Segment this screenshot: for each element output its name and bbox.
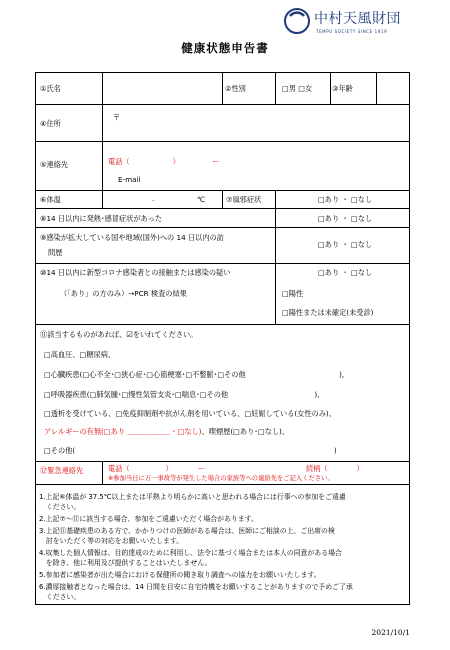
note-line: ください。	[39, 593, 81, 601]
row-divider	[36, 104, 409, 105]
name-label: ①氏名	[40, 84, 61, 93]
temperature-dot: .	[152, 194, 155, 203]
col-divider	[275, 73, 276, 104]
gender-checkboxes[interactable]: □男 □女	[282, 84, 313, 93]
contact-label: ⑤連絡先	[40, 160, 69, 169]
emergency-note: ※参加当日に万一事故等が発生した場合の家族等への連絡先をご記入ください。	[108, 475, 334, 482]
conditions-line-4[interactable]: □透析を受けている、□免疫抑制剤や抗がん剤を用いている、□妊娠している(女性のみ)、	[44, 409, 336, 418]
smoking-question[interactable]: 、喫煙歴(□あり･□なし)、	[201, 427, 290, 436]
note-line: 1.上記⑥体温が 37.5℃以上または平熱より明らかに高いと思われる場合には行事への参加をご遠慮	[39, 493, 346, 501]
fever-yes-no[interactable]: □あり ・ □なし	[318, 214, 373, 223]
cold-symptoms-label: ⑦風邪症状	[226, 195, 262, 204]
address-label: ④住所	[40, 119, 61, 128]
fever-question: ⑧14 日以内に発熱･感冒症状があった	[40, 214, 163, 223]
conditions-line-2[interactable]: □心臓疾患(□心不全･□狭心症･□心筋梗塞･□不整脈･□その他 ),	[44, 370, 345, 379]
notes-box	[35, 485, 410, 605]
cold-yes-no[interactable]: □あり ・ □なし	[318, 195, 373, 204]
row-divider	[36, 324, 409, 325]
conditions-heading: ⑪該当するものがあれば、☑をいれてください。	[40, 330, 198, 339]
col-divider	[222, 190, 223, 208]
col-divider	[222, 73, 223, 104]
emergency-phone-field[interactable]: 電話（ ） ー	[108, 464, 206, 473]
gender-label: ②性別	[225, 84, 246, 93]
contact-case-question: ⑩14 日以内に新型コロナ感染者との接触または感染の疑い	[40, 268, 231, 277]
row-divider	[36, 208, 409, 209]
allergy-line[interactable]	[44, 427, 289, 436]
note-line: 6.濃厚接触者となった場合は、14 日間を目安に自宅待機をお願いすることがありますので予めご了承	[39, 583, 353, 591]
row-divider	[36, 227, 409, 228]
logo-mark-icon	[282, 6, 312, 36]
note-line: 3.上記⑪基礎疾患のある方で、かかりつけの医師がある場合は、医師にご相談の上、ご出席の検	[39, 527, 335, 535]
col-divider	[275, 190, 276, 208]
emergency-relation-field[interactable]: 続柄（ ）	[306, 464, 364, 473]
col-divider	[330, 73, 331, 104]
age-label: ③年齢	[332, 84, 353, 93]
emergency-contact-label: ⑫緊急連絡先	[40, 466, 84, 475]
col-divider	[275, 208, 276, 324]
travel-question: ⑨感染が拡大している国や地域(国外)への 14 日以内の訪	[40, 233, 224, 242]
logo-subtext: TEMPU SOCIETY SINCE 1919	[316, 29, 388, 34]
travel-question-cont: 問歴	[48, 248, 63, 257]
temperature-label: ⑥体温	[40, 195, 61, 204]
health-form-table	[35, 72, 410, 485]
pcr-question: （「あり」の方のみ）→PCR 検査の結果	[60, 289, 187, 298]
temperature-unit: ℃	[197, 195, 206, 204]
col-divider	[102, 104, 103, 190]
col-divider	[102, 190, 103, 208]
col-divider	[102, 73, 103, 104]
row-divider	[36, 263, 409, 264]
note-line: を除き、他に利用及び提供することはいたしません。	[39, 559, 212, 567]
pcr-undetermined-option[interactable]: □陽性または未確定(未受診)	[282, 308, 374, 317]
col-divider	[102, 461, 103, 485]
note-line: 4.収集した個人情報は、目的達成のために利用し、法令に基づく場合または本人の同意がある場合	[39, 549, 342, 557]
conditions-line-3[interactable]: □呼吸器疾患(□肺気腫･□慢性気管支炎･□喘息･□その他 ),	[44, 390, 320, 399]
conditions-line-1[interactable]: □高血圧、□糖尿病、	[44, 350, 116, 359]
col-divider	[376, 73, 377, 104]
foundation-logo	[282, 6, 432, 40]
postal-mark: 〒	[113, 113, 121, 122]
email-label: E-mail	[118, 175, 141, 184]
travel-yes-no[interactable]: □あり ・ □なし	[318, 240, 373, 249]
row-divider	[36, 141, 409, 142]
contact-case-yes-no[interactable]: □あり ・ □なし	[318, 268, 373, 277]
note-line: 2.上記⑦～⑪に該当する場合、参加をご遠慮いただく場合があります。	[39, 515, 258, 523]
allergy-question[interactable]: アレルギーの有無(□あり ＿＿＿＿＿＿・□なし)	[44, 427, 202, 436]
logo-text: 中村天風財団	[314, 11, 401, 27]
pcr-positive-option[interactable]: □陽性	[282, 289, 304, 298]
note-line: 5.参加者に感染者が出た場合における保健所の聞き取り調査への協力をお願いいたします。	[39, 571, 321, 579]
document-title: 健康状態申告書	[181, 41, 269, 55]
phone-field[interactable]: 電話（ ） ー	[108, 157, 220, 166]
note-line: ください。	[39, 503, 81, 511]
row-divider	[36, 461, 409, 462]
other-conditions-line[interactable]: □その他( )	[44, 446, 337, 455]
document-date: 2021/10/1	[371, 628, 410, 637]
note-line: 討をいただく等の対応をお願いいたします。	[39, 537, 184, 545]
